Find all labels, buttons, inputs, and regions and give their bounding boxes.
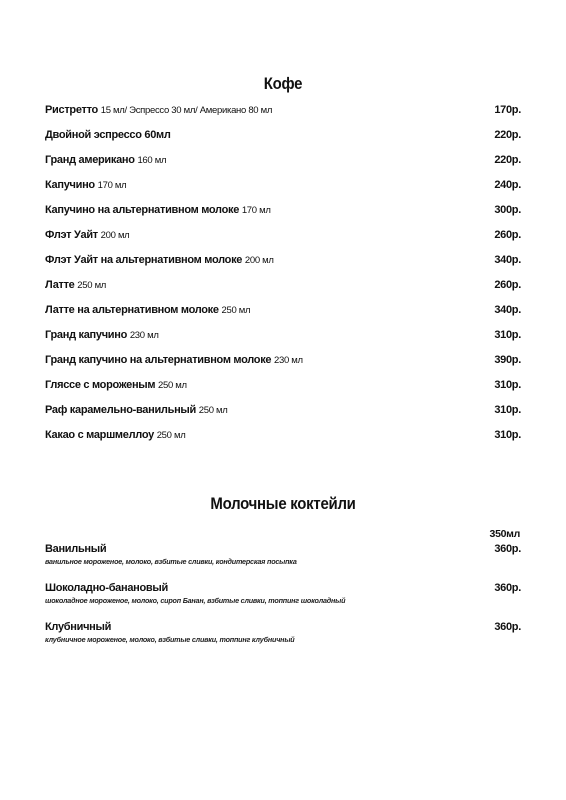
menu-item-row	[45, 279, 521, 304]
menu-item-volume: 170 мл	[97, 180, 127, 191]
coffee-section-title: Кофе	[263, 74, 303, 93]
menu-item-row	[45, 354, 521, 379]
menu-item-row	[45, 129, 521, 154]
menu-item-volume: 250 мл	[156, 430, 186, 441]
menu-item-volume: 160 мл	[137, 155, 167, 166]
menu-item-name	[45, 354, 303, 366]
menu-item-name	[45, 379, 187, 391]
milkshake-item-header	[45, 621, 521, 633]
menu-item-title: Гранд капучино	[45, 329, 128, 341]
menu-item-row	[45, 429, 521, 454]
menu-item-title: Гранд капучино на альтернативном молоке	[45, 354, 272, 366]
menu-item-title: Латте	[45, 279, 75, 291]
menu-item-name	[45, 154, 166, 166]
menu-item-title: Раф карамельно-ванильный	[45, 404, 196, 416]
menu-item-volume: 250 мл	[77, 280, 107, 291]
menu-item-name	[45, 329, 159, 341]
menu-item-title: Ристретто	[45, 104, 98, 116]
menu-item-price: 170р.	[494, 104, 521, 116]
milkshake-name: Ванильный	[45, 543, 107, 555]
menu-item-price: 310р.	[494, 379, 521, 391]
menu-item-name	[45, 229, 129, 241]
menu-item-price: 260р.	[494, 279, 521, 291]
menu-item-price: 240р.	[494, 179, 521, 191]
menu-item-title: Флэт Уайт	[45, 229, 98, 241]
menu-item-name	[45, 279, 106, 291]
menu-item-price: 390р.	[494, 354, 521, 366]
menu-item-price: 310р.	[494, 429, 521, 441]
milkshake-item	[45, 621, 521, 660]
menu-item-volume: 200 мл	[100, 230, 130, 241]
menu-item-name	[45, 404, 228, 416]
menu-item-row	[45, 329, 521, 354]
menu-item-title: Флэт Уайт на альтернативном молоке	[45, 254, 243, 266]
menu-item-name	[45, 104, 272, 116]
milkshake-description: клубничное мороженое, молоко, взбитые сливки, топпинг клубничный	[45, 635, 295, 644]
menu-item-price: 300р.	[494, 204, 521, 216]
menu-item-title: Капучино на альтернативном молоке	[45, 204, 240, 216]
menu-item-title: Какао с маршмеллоу	[45, 429, 154, 441]
menu-item-volume: 170 мл	[241, 205, 271, 216]
menu-item-name	[45, 254, 274, 266]
menu-item-row	[45, 254, 521, 279]
milkshake-item	[45, 543, 521, 582]
coffee-list	[45, 104, 521, 454]
menu-item-volume: 250 мл	[221, 305, 251, 316]
menu-item-row	[45, 404, 521, 429]
milkshake-price: 360р.	[494, 543, 521, 555]
menu-item-name	[45, 179, 126, 191]
menu-item-name	[45, 304, 250, 316]
milkshake-item	[45, 582, 521, 621]
menu-item-volume: 15 мл/ Эспрессо 30 мл/ Американо 80 мл	[100, 105, 273, 116]
menu-item-row	[45, 304, 521, 329]
milkshake-price: 360р.	[494, 621, 521, 633]
menu-item-row	[45, 154, 521, 179]
menu-item-row	[45, 104, 521, 129]
menu-item-volume: 200 мл	[244, 255, 274, 266]
milkshake-description: шоколадное мороженое, молоко, сироп Банан, взбитые сливки, топпинг шоколадный	[45, 596, 346, 605]
menu-item-price: 340р.	[494, 304, 521, 316]
milkshake-name: Клубничный	[45, 621, 112, 633]
menu-item-name	[45, 129, 171, 141]
menu-item-name	[45, 204, 271, 216]
menu-item-price: 310р.	[494, 329, 521, 341]
menu-item-price: 340р.	[494, 254, 521, 266]
menu-item-row	[45, 229, 521, 254]
menu-item-title: Гляссе с мороженым	[45, 379, 156, 391]
menu-item-row	[45, 379, 521, 404]
menu-item-price: 310р.	[494, 404, 521, 416]
menu-item-volume: 230 мл	[129, 330, 159, 341]
menu-item-row	[45, 204, 521, 229]
menu-item-title: Гранд американо	[45, 154, 135, 166]
menu-item-title: Двойной эспрессо 60мл	[45, 129, 171, 141]
menu-item-title: Латте на альтернативном молоке	[45, 304, 219, 316]
milkshake-item-header	[45, 543, 521, 555]
menu-item-name	[45, 429, 185, 441]
menu-item-row	[45, 179, 521, 204]
milkshake-description: ванильное мороженое, молоко, взбитые сливки, кондитерская посыпка	[45, 557, 297, 566]
milkshake-volume-header: 350мл	[489, 528, 520, 540]
menu-item-price: 220р.	[494, 154, 521, 166]
milkshake-name: Шоколадно-банановый	[45, 582, 168, 594]
menu-item-volume: 230 мл	[274, 355, 303, 366]
menu-item-price: 220р.	[494, 129, 521, 141]
menu-item-volume: 250 мл	[198, 405, 228, 416]
milkshakes-section-title: Молочные коктейли	[210, 494, 356, 513]
menu-item-price: 260р.	[494, 229, 521, 241]
milkshake-list	[45, 543, 521, 660]
milkshake-item-header	[45, 582, 521, 594]
milkshake-price: 360р.	[494, 582, 521, 594]
menu-item-title: Капучино	[45, 179, 95, 191]
menu-item-volume: 250 мл	[158, 380, 187, 391]
